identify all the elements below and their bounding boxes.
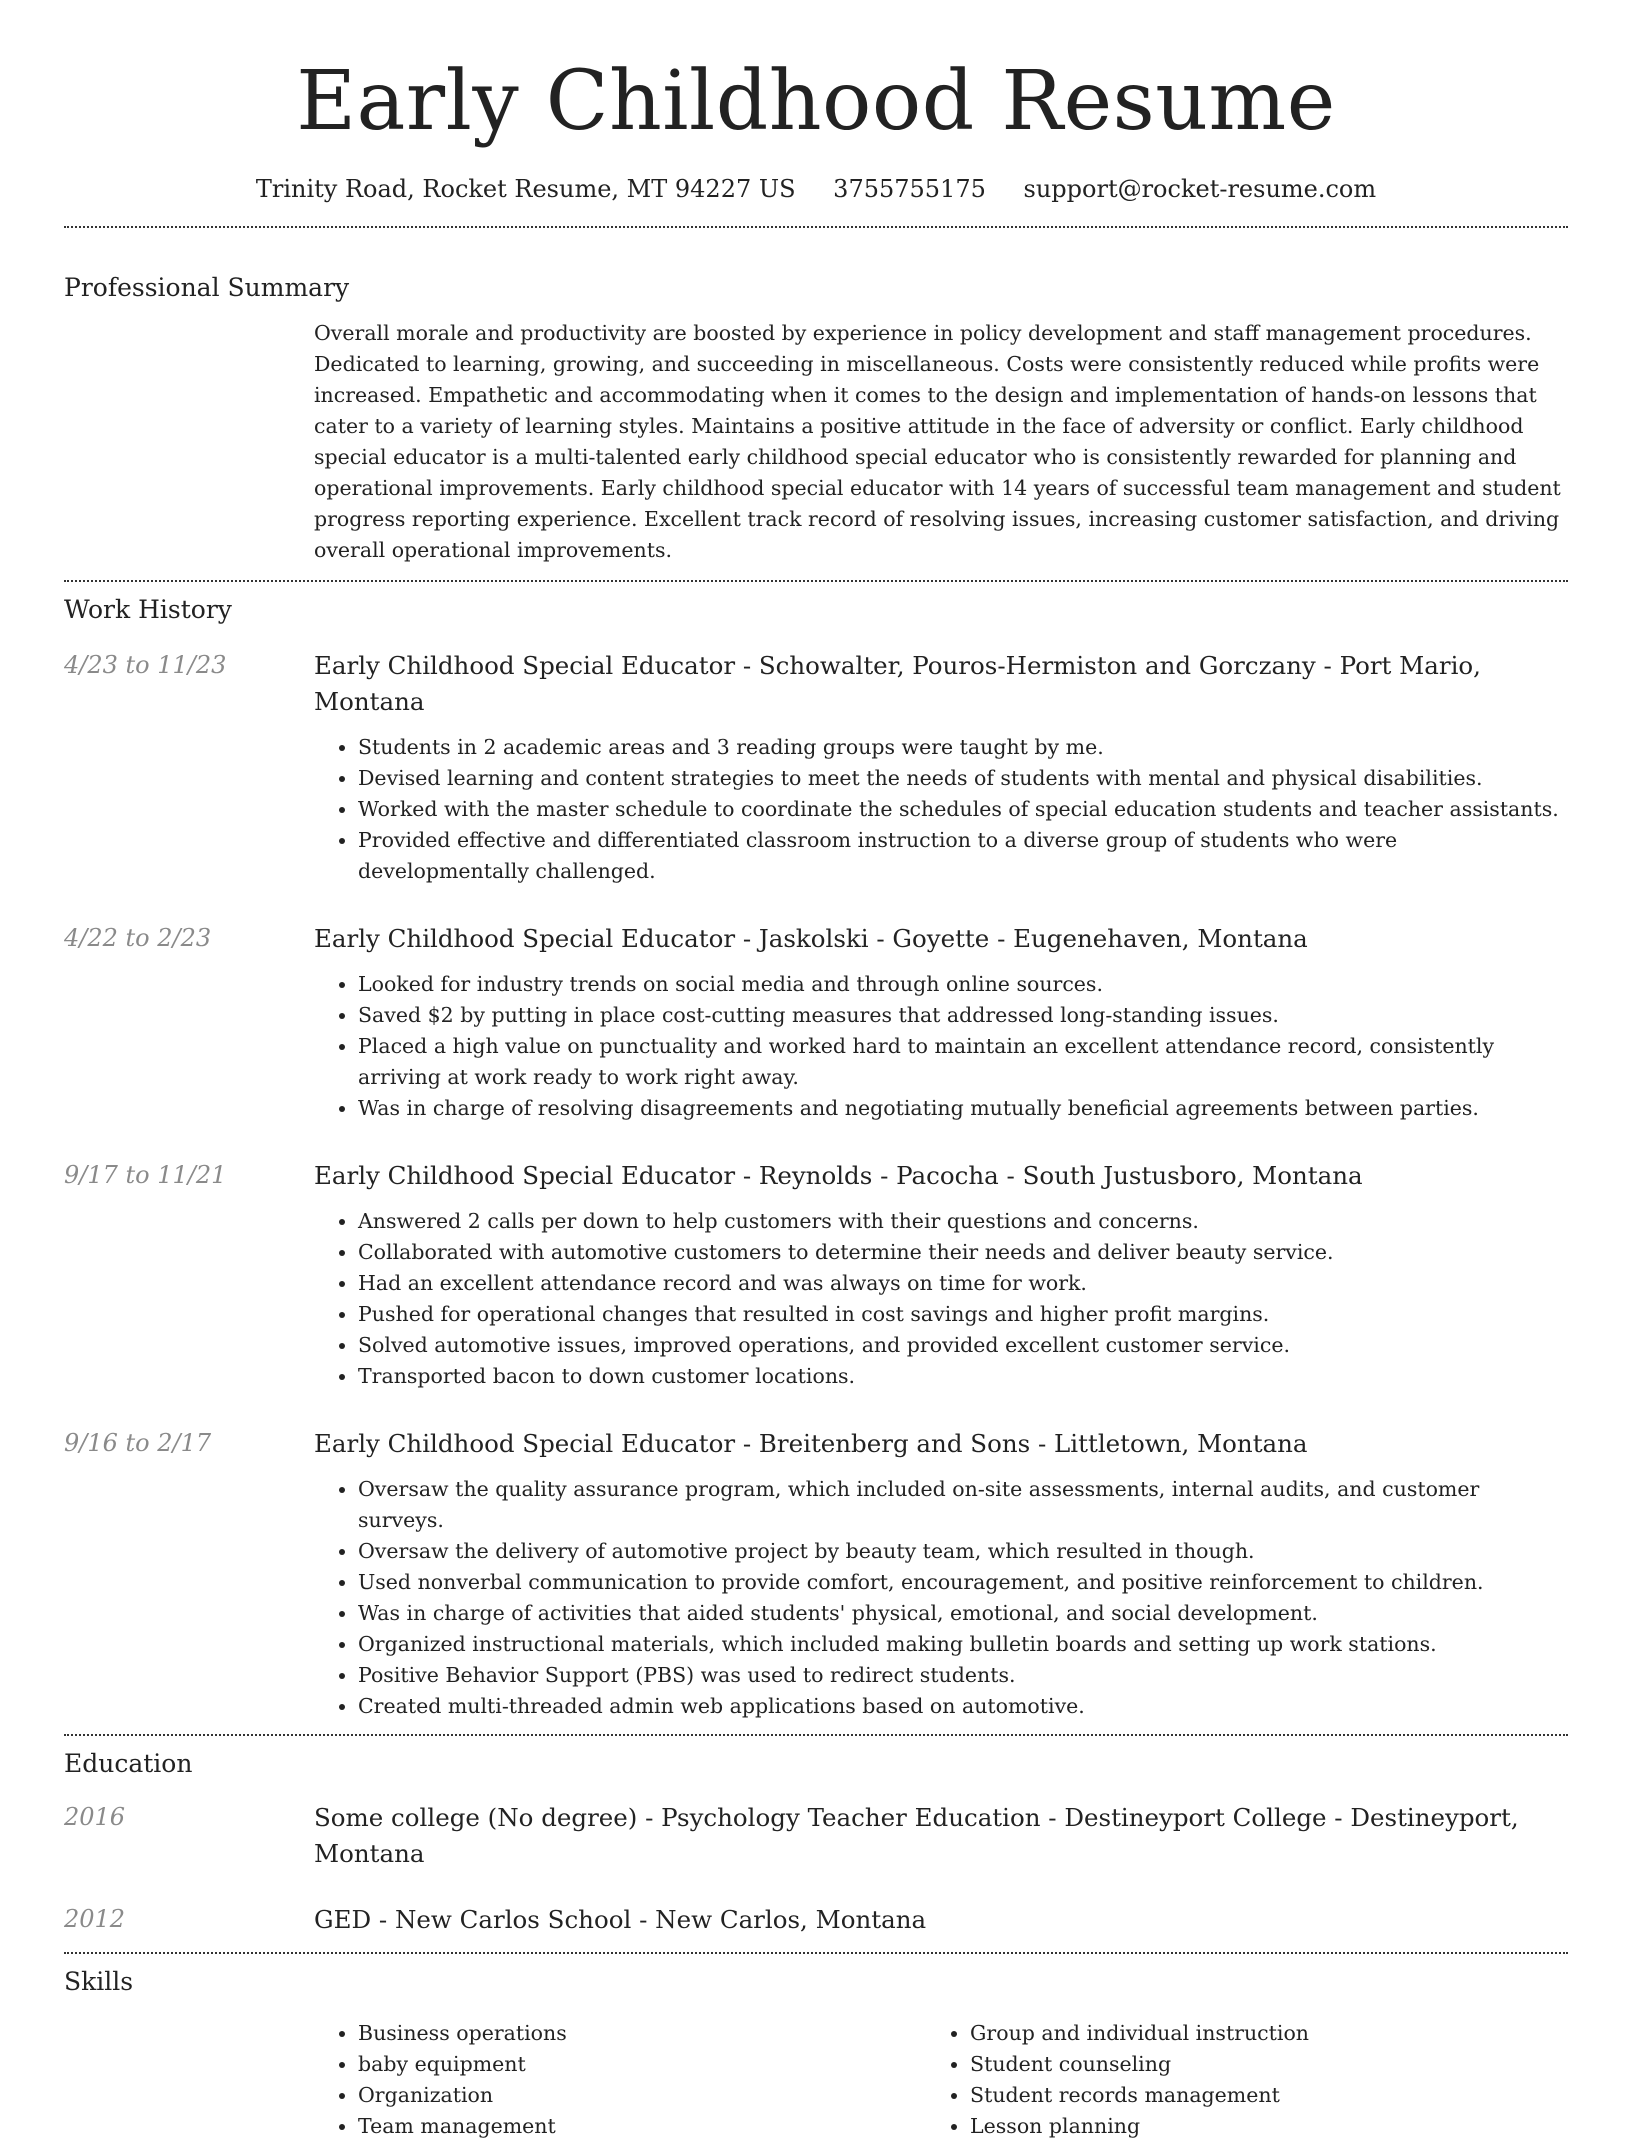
job-bullet: • Students in 2 academic areas and 3 reading groups were taught by me. <box>358 732 1568 763</box>
job-entry <box>64 1426 1568 1722</box>
job-bullet: • Was in charge of resolving disagreements and negotiating mutually beneficial agreements between parties. <box>358 1093 1568 1124</box>
job-body <box>314 921 1568 1124</box>
resume-name: Early Childhood Resume <box>296 54 1336 149</box>
skill-item: • Student counseling <box>970 2049 1568 2080</box>
job-bullet: • Collaborated with automotive customers to determine their needs and deliver beauty service. <box>358 1237 1568 1268</box>
job-bullets <box>314 1474 1568 1722</box>
job-bullet: • Worked with the master schedule to coordinate the schedules of special education students and teacher assistants. <box>358 794 1568 825</box>
contact-email: support@rocket-resume.com <box>1023 175 1377 203</box>
skills-lists <box>314 2018 1568 2142</box>
summary-divider <box>64 580 1568 582</box>
job-bullet: • Solved automotive issues, improved operations, and provided excellent customer service. <box>358 1330 1568 1361</box>
skill-item: • Team management <box>358 2111 926 2142</box>
job-dates: 4/22 to 2/23 <box>64 924 212 952</box>
skill-item: • Group and individual instruction <box>970 2018 1568 2049</box>
job-bullet: • Answered 2 calls per down to help customers with their questions and concerns. <box>358 1206 1568 1237</box>
contact-line <box>64 172 1568 206</box>
job-bullet: • Provided effective and differentiated classroom instruction to a diverse group of students who were developmentally challenged. <box>358 825 1568 887</box>
header-divider <box>64 226 1568 228</box>
contact-address: Trinity Road, Rocket Resume, MT 94227 US <box>255 175 796 203</box>
job-entry <box>64 648 1568 887</box>
job-bullet: • Pushed for operational changes that resulted in cost savings and higher profit margins. <box>358 1299 1568 1330</box>
job-bullet: • Positive Behavior Support (PBS) was used to redirect students. <box>358 1660 1568 1691</box>
work-divider <box>64 1734 1568 1736</box>
job-bullet: • Oversaw the quality assurance program, which included on-site assessments, internal audits, and customer surveys. <box>358 1474 1568 1536</box>
skill-item: • Student records management <box>970 2080 1568 2111</box>
job-entry <box>64 921 1568 1124</box>
education-year: 2012 <box>64 1905 126 1933</box>
job-body <box>314 1158 1568 1392</box>
job-dates: 9/17 to 11/21 <box>64 1161 227 1189</box>
education-body <box>314 1902 1568 1938</box>
education-title: Education <box>64 1749 193 1778</box>
job-dates: 9/16 to 2/17 <box>64 1429 212 1457</box>
skill-item: • Business operations <box>358 2018 926 2049</box>
job-heading: Early Childhood Special Educator - Reynolds - Pacocha - South Justusboro, Montana <box>314 1161 1363 1190</box>
contact-phone: 3755755175 <box>833 175 986 203</box>
education-year: 2016 <box>64 1803 126 1831</box>
education-divider <box>64 1952 1568 1954</box>
skill-item: • baby equipment <box>358 2049 926 2080</box>
job-body <box>314 648 1568 887</box>
job-body <box>314 1426 1568 1722</box>
education-heading: GED - New Carlos School - New Carlos, Montana <box>314 1905 927 1934</box>
job-heading: Early Childhood Special Educator - Breitenberg and Sons - Littletown, Montana <box>314 1429 1308 1458</box>
skill-item: • Lesson planning <box>970 2111 1568 2142</box>
job-bullet: • Had an excellent attendance record and was always on time for work. <box>358 1268 1568 1299</box>
education-section <box>64 1746 1568 1938</box>
job-bullet: • Looked for industry trends on social media and through online sources. <box>358 969 1568 1000</box>
skills-left-list <box>314 2018 926 2142</box>
skill-item: • Organization <box>358 2080 926 2111</box>
education-heading: Some college (No degree) - Psychology Teacher Education - Destineyport College - Destineyport, Montana <box>314 1803 1519 1868</box>
work-title: Work History <box>64 595 232 624</box>
job-bullets <box>314 1206 1568 1392</box>
education-entry <box>64 1902 1568 1938</box>
job-bullets <box>314 732 1568 887</box>
job-bullet: • Was in charge of activities that aided students' physical, emotional, and social development. <box>358 1598 1568 1629</box>
summary-title: Professional Summary <box>64 273 350 302</box>
resume-page <box>64 0 1568 2142</box>
job-entry <box>64 1158 1568 1392</box>
job-bullet: • Devised learning and content strategies to meet the needs of students with mental and physical disabilities. <box>358 763 1568 794</box>
job-bullets <box>314 969 1568 1124</box>
job-bullet: • Placed a high value on punctuality and worked hard to maintain an excellent attendance record, consistently arriving at work ready to work right away. <box>358 1031 1568 1093</box>
skills-title: Skills <box>64 1967 134 1996</box>
education-entry <box>64 1800 1568 1872</box>
job-bullet: • Saved $2 by putting in place cost-cutting measures that addressed long-standing issues. <box>358 1000 1568 1031</box>
job-heading: Early Childhood Special Educator - Schowalter, Pouros-Hermiston and Gorczany - Port Mario, Montana <box>314 651 1481 716</box>
education-body <box>314 1800 1568 1872</box>
job-bullet: • Transported bacon to down customer locations. <box>358 1361 1568 1392</box>
job-bullet: • Oversaw the delivery of automotive project by beauty team, which resulted in though. <box>358 1536 1568 1567</box>
job-dates: 4/23 to 11/23 <box>64 651 227 679</box>
job-bullet: • Used nonverbal communication to provide comfort, encouragement, and positive reinforcement to children. <box>358 1567 1568 1598</box>
skills-right-list <box>926 2018 1568 2142</box>
job-bullet: • Organized instructional materials, which included making bulletin boards and setting up work stations. <box>358 1629 1568 1660</box>
job-bullet: • Created multi-threaded admin web applications based on automotive. <box>358 1691 1568 1722</box>
summary-text: Overall morale and productivity are boosted by experience in policy development and staff management procedures. Dedicated to learning, growing, and succeeding in miscellaneous. Costs were consistently reduced while profits were increased. Empathetic and accommodating when it comes to the design and implementation of hands-on lessons that cater to a variety of learning styles. Maintains a positive attitude in the face of adversity or conflict. Early childhood special educator is a multi-talented early childhood special educator who is consistently rewarded for planning and operational improvements. Early childhood special educator with 14 years of successful team management and student progress reporting experience. Excellent track record of resolving issues, increasing customer satisfaction, and driving overall operational improvements. <box>314 321 1561 562</box>
job-heading: Early Childhood Special Educator - Jaskolski - Goyette - Eugenehaven, Montana <box>314 924 1308 953</box>
